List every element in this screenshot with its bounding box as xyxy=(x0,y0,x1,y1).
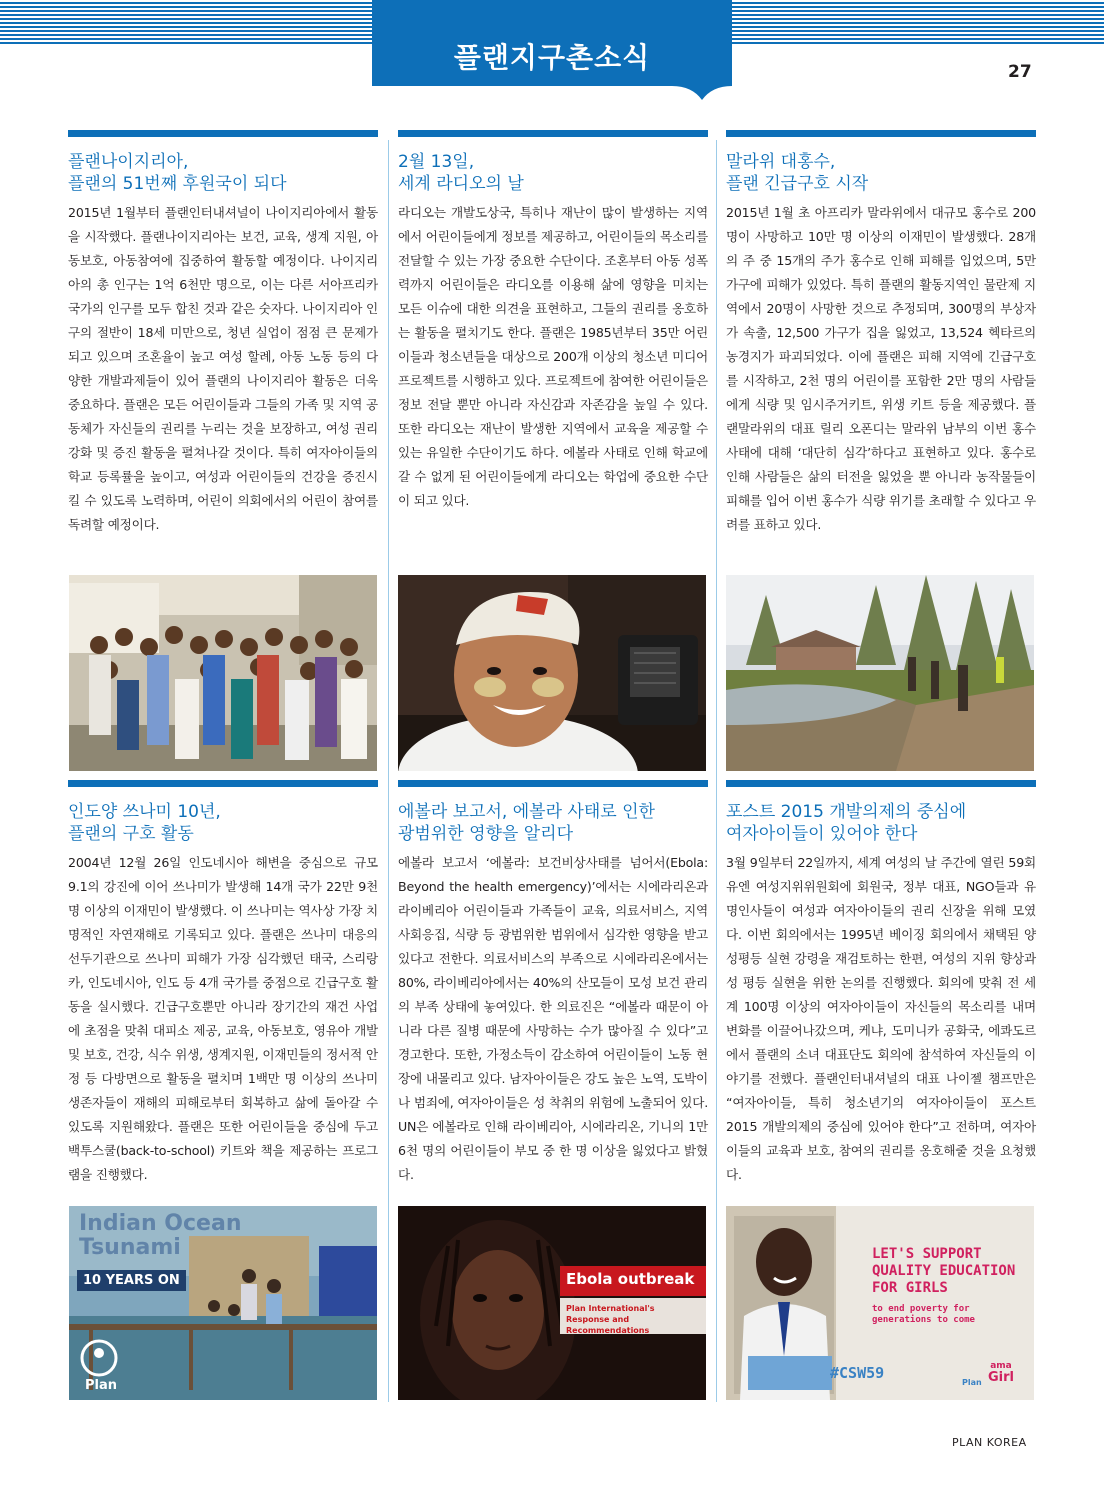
csw59-poster xyxy=(726,1206,1034,1400)
plan-logo: Plan xyxy=(85,1378,118,1393)
ebola-headline: Ebola outbreak xyxy=(566,1270,695,1288)
article-body: 2015년 1월부터 플랜인터내셔널이 나이지리아에서 활동을 시작했다. 플랜나이지리아는 보건, 교육, 생계 지원, 아동보호, 아동참여에 집중하여 활동할 예정이다. 나이지리아의 총 인구는 1억 6천만 명으로, 이는 다른 서아프리카 국가의 인구를 모두 합친 것과 같은 숫자다. 나이지리아 인구의 절반이 18세 미만으로, 청년 실업이 점점 큰 문제가 되고 있으며 조혼율이 높고 여성 할례, 아동 노동 등의 다양한 개발과제들이 있어 플랜의 나이지리아 활동은 더욱 중요하다. 플랜은 모든 어린이들과 그들의 가족 및 지역 공동체가 자신들의 권리를 누리는 것을 보장하고, 여성 권리 강화 및 증진 활동을 펼쳐나갈 것이다. 특히 여자아이들의 학교 등록률을 높이고, 여성과 어린이들의 건강을 증진시킬 수 있도록 노력하며, 어린이 의회에서의 어린이 참여를 독려할 예정이다. xyxy=(68,205,378,532)
column-divider xyxy=(716,140,717,1402)
article-tsunami xyxy=(68,780,378,1187)
ebola-report-cover xyxy=(398,1206,706,1400)
article-title: 포스트 2015 개발의제의 중심에 여자아이들이 있어야 한다 xyxy=(726,802,967,844)
article-rule xyxy=(398,780,708,787)
csw-hashtag: #CSW59 xyxy=(830,1364,885,1382)
article-body: 2004년 12월 26일 인도네시아 해변을 중심으로 규모 9.1의 강진에 이어 쓰나미가 발생해 14개 국가 22만 9천 명 이상의 이재민이 발생했다. 이 쓰나미는 역사상 가장 치명적인 자연재해로 기록되고 있다. 플랜은 쓰나미 대응의 선두기관으로 쓰나미 피해가 가장 심각했던 태국, 스리랑카, 인도네시아, 인도 등 4개 국가를 중점으로 긴급구호 활동을 실시했다. 긴급구호뿐만 아니라 장기간의 재건 사업에 초점을 맞춰 대피소 제공, 교육, 아동보호, 영유아 개발 및 보호, 건강, 식수 위생, 생계지원, 이재민들의 정서적 안정 등 다방면으로 활동을 펼치며 1백만 명 이상의 쓰나미 생존자들이 재해의 피해로부터 회복하고 삶에 돌아갈 수 있도록 지원해왔다. 플랜은 또한 어린이들을 중심에 두고 백투스쿨(back-to-school) 키트와 책을 제공하는 프로그램을 진행했다. xyxy=(68,855,378,1182)
article-title: 에볼라 보고서, 에볼라 사태로 인한 광범위한 영향을 알리다 xyxy=(398,802,655,844)
tsunami-poster xyxy=(69,1206,377,1400)
article-body: 2015년 1월 초 아프리카 말라위에서 대규모 홍수로 200명이 사망하고 10만 명 이상의 이재민이 발생했다. 28개의 주 중 15개의 주가 홍수로 인해 피해를 입었으며, 5만 가구에 피해가 있었다. 특히 플랜의 활동지역인 물란제 지역에서 20명이 사망한 것으로 추정되며, 300명의 부상자가 속출, 12,500 가구가 집을 잃었고, 13,524 헥타르의 농경지가 파괴되었다. 이에 플랜은 피해 지역에 긴급구호를 시작하고, 2천 명의 어린이를 포함한 2만 명의 사람들에게 식량 및 임시주거키트, 위생 키트 등을 제공했다. 플랜말라위의 대표 릴리 오폰디는 말라위 남부의 이번 홍수 사태에 대해 ‘대단히 심각’하다고 표현하고 있다. 홍수로 인해 사람들은 삶의 터전을 잃었을 뿐 아니라 농작물들이 피해를 입어 이번 홍수가 식량 위기를 초래할 수 있다고 우려를 표하고 있다. xyxy=(726,205,1036,532)
article-ebola-report xyxy=(398,780,708,1187)
plan-logo: Plan xyxy=(962,1378,982,1387)
article-title: 인도양 쓰나미 10년, 플랜의 구호 활동 xyxy=(68,802,221,844)
tsunami-headline: Indian Ocean Tsunami xyxy=(79,1211,242,1260)
section-title: 플랜지구촌소식 xyxy=(453,41,651,74)
photo-malawi-flood xyxy=(726,575,1034,771)
article-title: 플랜나이지리아, 플랜의 51번째 후원국이 되다 xyxy=(68,152,287,194)
article-body: 라디오는 개발도상국, 특히나 재난이 많이 발생하는 지역에서 어린이들에게 정보를 제공하고, 어린이들의 목소리를 전달할 수 있는 가장 중요한 수단이다. 조혼부터 아동 성폭력까지 어린이들은 라디오를 이용해 삶에 영향을 미치는 모든 이슈에 대한 의견을 표현하고, 그들의 권리를 옹호하는 활동을 펼치기도 한다. 플랜은 1985년부터 35만 어린이들과 청소년들을 대상으로 200개 이상의 청소년 미디어 프로젝트를 시행하고 있다. 프로젝트에 참여한 어린이들은 정보 전달 뿐만 아니라 자신감과 자존감을 높일 수 있다. 또한 라디오는 재난이 발생한 지역에서 교육을 제공할 수 있는 유일한 수단이기도 하다. 에볼라 사태로 인해 학교에 갈 수 없게 된 어린이들에게 라디오는 학업에 중요한 수단이 되고 있다. xyxy=(398,205,708,508)
article-nigeria xyxy=(68,130,378,537)
article-title: 2월 13일, 세계 라디오의 날 xyxy=(398,152,524,194)
ebola-subtitle: Plan International's Response and Recommendations xyxy=(566,1304,655,1335)
column-divider xyxy=(388,140,389,1402)
article-radio-day xyxy=(398,130,708,513)
article-rule xyxy=(398,130,708,137)
footer-publisher: PLAN KOREA xyxy=(952,1436,1027,1449)
article-body: 3월 9일부터 22일까지, 세계 여성의 날 주간에 열린 59회 유엔 여성지위위원회에 회원국, 정부 대표, NGO들과 유명인사들이 여성과 여자아이들의 권리 신장을 위해 모였다. 이번 회의에서는 1995년 베이징 회의에서 채택된 양성평등 실현 강령을 재검토하는 한편, 여성의 지위 향상과 성 평등 실현을 위한 논의를 진행했다. 회의에 맞춰 전 세계 100명 이상의 여자아이들이 자신들의 목소리를 내며 변화를 이끌어나갔으며, 케냐, 도미니카 공화국, 에콰도르에서 플랜의 소녀 대표단도 회의에 참석하여 자신들의 이야기를 전했다. 플랜인터내셔널의 대표 나이젤 챔프만은 “여자아이들, 특히 청소년기의 여자아이들이 포스트 2015 개발의제의 중심에 있어야 한다”고 전하며, 여자아이들의 교육과 보호, 참여의 권리를 옹호해줄 것을 요청했다. xyxy=(726,855,1036,1182)
section-banner xyxy=(372,0,732,103)
group-photo-nigeria xyxy=(69,575,377,771)
page-number: 27 xyxy=(1008,62,1032,82)
tsunami-tag: 10 YEARS ON xyxy=(77,1270,186,1291)
csw-subline: to end poverty for generations to come xyxy=(872,1304,975,1325)
because-i-am-a-girl-logo: ama Girl xyxy=(988,1361,1014,1385)
article-post-2015 xyxy=(726,780,1036,1187)
article-body: 에볼라 보고서 ‘에볼라: 보건비상사태를 넘어서(Ebola: Beyond the health emergency)’에서는 시에라리온과 라이베리아 어린이들과 가족들이 교육, 의료서비스, 지역사회응집, 식량 등 광범위한 범위에서 심각한 영향을 받고 있다고 전한다. 의료서비스의 부족으로 시에라리온에서는 80%, 라이베리아에서는 40%의 산모들이 모성 보건 관리의 부족 상태에 놓여있다. 한 의료진은 “에볼라 때문이 아니라 다른 질병 때문에 사망하는 수가 많아질 수 있다”고 경고한다. 또한, 가정소득이 감소하여 어린이들이 노동 현장에 내몰리고 있다. 남자아이들은 강도 높은 노역, 도박이나 범죄에, 여자아이들은 성 착취의 위험에 노출되어 있다. UN은 에볼라로 인해 라이베리아, 시에라리온, 기니의 1만 6천 명의 어린이들이 부모 중 한 명 이상을 잃었다고 밝혔다. xyxy=(398,855,708,1182)
article-rule xyxy=(726,780,1036,787)
article-rule xyxy=(726,130,1036,137)
article-malawi-flood xyxy=(726,130,1036,537)
csw-headline: LET'S SUPPORT QUALITY EDUCATION FOR GIRLS xyxy=(872,1246,1016,1296)
article-rule xyxy=(68,130,378,137)
photo-boy-with-radio xyxy=(398,575,706,771)
article-rule xyxy=(68,780,378,787)
article-title: 말라위 대홍수, 플랜 긴급구호 시작 xyxy=(726,152,869,194)
